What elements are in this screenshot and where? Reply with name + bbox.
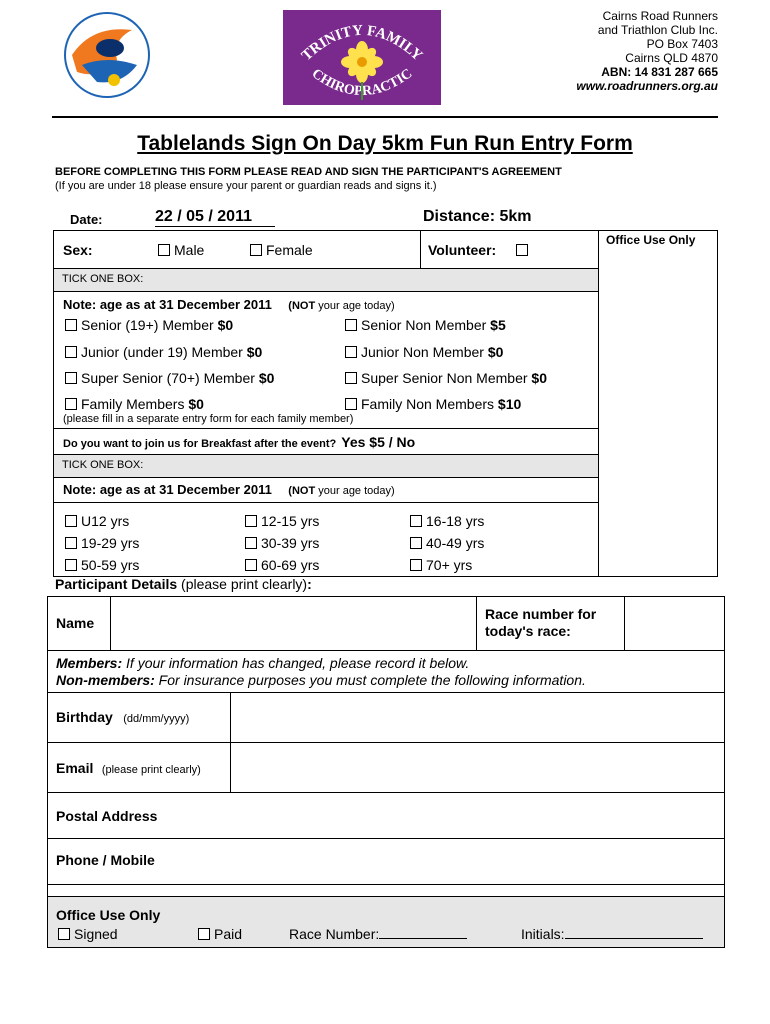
paid-checkbox[interactable] — [198, 928, 210, 940]
age-group-option[interactable] — [410, 513, 484, 529]
age-note — [63, 296, 395, 314]
checkbox[interactable] — [345, 398, 357, 410]
super-senior-non-member-option[interactable] — [345, 370, 547, 386]
distance: Distance: 5km — [423, 208, 532, 225]
age-note-text: Note: age as at 31 December 2011 — [63, 297, 272, 312]
phone-input[interactable] — [180, 839, 724, 883]
checkbox[interactable] — [65, 346, 77, 358]
participant-heading — [55, 576, 312, 592]
option-price: $5 — [490, 317, 506, 333]
divider — [476, 596, 477, 650]
age-group-label: 16-18 yrs — [426, 513, 485, 529]
option-label: Super Senior (70+) Member — [81, 370, 259, 386]
age-note-text: Note: age as at 31 December 2011 — [63, 482, 272, 497]
option-price: $0 — [531, 370, 547, 386]
checkbox[interactable] — [410, 515, 422, 527]
office-use-only-label: Office Use Only — [606, 233, 696, 247]
option-price: $0 — [258, 370, 275, 386]
male-label: Male — [174, 242, 205, 258]
breakfast-answer[interactable]: Yes $5 / No — [341, 434, 416, 450]
checkbox[interactable] — [345, 319, 357, 331]
nonmembers-label: Non-members: — [56, 672, 155, 688]
signed-checkbox[interactable] — [58, 928, 70, 940]
office-use-box — [598, 230, 718, 577]
junior-member-option[interactable] — [65, 344, 262, 360]
female-label: Female — [266, 242, 313, 258]
volunteer-label: Volunteer: — [428, 242, 497, 258]
sponsor-logo-line1: TRINITY FAMILY — [298, 22, 426, 65]
sponsor-logo — [283, 10, 441, 105]
paid-option[interactable] — [198, 926, 242, 942]
race-number-footer-label: Race Number: — [289, 926, 380, 942]
option-label: Senior Non Member — [361, 317, 491, 333]
breakfast-question — [63, 434, 415, 450]
checkbox[interactable] — [245, 559, 257, 571]
divider — [47, 884, 725, 885]
family-non-members-option[interactable] — [345, 396, 521, 412]
age-group-option[interactable] — [65, 535, 139, 551]
volunteer-checkbox[interactable] — [516, 244, 528, 256]
email-label-text: Email — [56, 760, 94, 776]
race-number-label-line1: Race number for — [485, 606, 597, 622]
date-label: Date: — [70, 212, 103, 227]
website-link[interactable]: www.roadrunners.org.au — [576, 79, 718, 93]
tick-one-box-label: TICK ONE BOX: — [62, 459, 144, 471]
race-number-label — [485, 606, 596, 640]
email-input[interactable] — [231, 743, 724, 791]
age-group-label: 12-15 yrs — [261, 513, 320, 529]
birthday-label-text: Birthday — [56, 709, 113, 725]
age-group-label: 40-49 yrs — [426, 535, 485, 551]
race-number-label-line2: today's race: — [485, 623, 571, 639]
age-group-option[interactable] — [65, 513, 129, 529]
instruction: BEFORE COMPLETING THIS FORM PLEASE READ AND SIGN THE PARTICIPANT'S AGREEMENT — [55, 166, 562, 178]
male-checkbox[interactable] — [158, 244, 170, 256]
divider — [53, 477, 599, 478]
divider — [53, 502, 599, 503]
members-notice — [56, 655, 586, 689]
checkbox[interactable] — [65, 515, 77, 527]
participant-heading-note: (please print clearly) — [177, 576, 308, 592]
paid-label: Paid — [214, 926, 243, 942]
initials-label: Initials: — [521, 926, 565, 942]
age-note — [63, 481, 395, 499]
checkbox[interactable] — [65, 372, 77, 384]
age-note-not: (NOT — [288, 300, 316, 312]
nonmembers-text: For insurance purposes you must complete the following information. — [154, 672, 586, 688]
checkbox[interactable] — [410, 559, 422, 571]
checkbox[interactable] — [65, 537, 77, 549]
divider — [53, 428, 599, 429]
option-price: $0 — [246, 344, 263, 360]
age-group-label: 19-29 yrs — [81, 535, 140, 551]
option-price: $0 — [188, 396, 204, 412]
option-label: Family Members — [81, 396, 189, 412]
option-label: Senior (19+) Member — [81, 317, 218, 333]
postal-address-input[interactable] — [180, 793, 724, 837]
checkbox[interactable] — [410, 537, 422, 549]
email-label — [56, 760, 201, 778]
address-line: Cairns Road Runners — [602, 9, 718, 23]
divider — [47, 650, 725, 651]
age-note-suffix: your age today) — [315, 485, 395, 497]
option-label: Junior Non Member — [361, 344, 488, 360]
members-label: Members: — [56, 655, 123, 671]
age-group-label: 70+ yrs — [426, 557, 473, 573]
family-note: (please fill in a separate entry form for each family member) — [63, 413, 354, 425]
age-group-option[interactable] — [410, 557, 472, 573]
signed-label: Signed — [74, 926, 118, 942]
divider — [53, 291, 599, 292]
age-group-label: 60-69 yrs — [261, 557, 320, 573]
members-text: If your information has changed, please record it below. — [122, 655, 470, 671]
senior-member-option[interactable] — [65, 317, 233, 333]
age-group-label: 30-39 yrs — [261, 535, 320, 551]
age-note-not: (NOT — [288, 485, 316, 497]
senior-non-member-option[interactable] — [345, 317, 506, 333]
age-group-option[interactable] — [410, 535, 484, 551]
checkbox[interactable] — [345, 346, 357, 358]
option-label: Family Non Members — [361, 396, 498, 412]
form-title: Tablelands Sign On Day 5km Fun Run Entry Form — [137, 132, 633, 155]
name-label: Name — [56, 615, 95, 631]
age-group-option[interactable] — [245, 535, 319, 551]
signed-option[interactable] — [58, 926, 118, 942]
race-number-field[interactable] — [289, 926, 467, 942]
option-price: $0 — [487, 344, 504, 360]
option-label: Junior (under 19) Member — [81, 344, 247, 360]
age-group-option[interactable] — [245, 513, 319, 529]
option-price: $0 — [217, 317, 234, 333]
sex-female-option[interactable] — [250, 242, 313, 258]
tick-one-box-header — [54, 269, 598, 291]
checkbox[interactable] — [245, 537, 257, 549]
sponsor-logo-line2: CHIROPRACTIC — [308, 66, 416, 100]
volunteer-option[interactable] — [428, 242, 532, 258]
birthday-input[interactable] — [231, 693, 724, 741]
club-address — [576, 9, 718, 93]
age-group-option[interactable] — [65, 557, 139, 573]
date-value[interactable]: 22 / 05 / 2011 — [155, 208, 275, 227]
age-note-suffix: your age today) — [315, 300, 395, 312]
postal-address-label: Postal Address — [56, 808, 158, 824]
instruction-note: (If you are under 18 please ensure your parent or guardian reads and signs it.) — [55, 180, 437, 192]
checkbox[interactable] — [245, 515, 257, 527]
checkbox[interactable] — [65, 398, 77, 410]
address-line: and Triathlon Club Inc. — [597, 23, 718, 37]
junior-non-member-option[interactable] — [345, 344, 503, 360]
participant-heading-colon: : — [307, 576, 312, 592]
birthday-hint: (dd/mm/yyyy) — [123, 713, 190, 725]
breakfast-question-text: Do you want to join us for Breakfast after the event? — [63, 438, 337, 450]
age-group-label: 50-59 yrs — [81, 557, 140, 573]
tick-one-box-header — [54, 455, 598, 477]
office-footer-title: Office Use Only — [56, 907, 161, 923]
race-number-input[interactable] — [625, 597, 724, 649]
header-rule — [52, 116, 718, 118]
checkbox[interactable] — [65, 319, 77, 331]
name-input[interactable] — [111, 597, 475, 649]
sex-male-option[interactable] — [158, 242, 204, 258]
super-senior-member-option[interactable] — [65, 370, 274, 386]
age-group-label: U12 yrs — [81, 513, 130, 529]
sex-label: Sex: — [63, 242, 93, 258]
tick-one-box-label: TICK ONE BOX: — [62, 273, 144, 285]
phone-label: Phone / Mobile — [56, 852, 155, 868]
divider — [420, 230, 421, 268]
club-logo — [62, 10, 152, 100]
email-hint: (please print clearly) — [101, 764, 201, 776]
female-checkbox[interactable] — [250, 244, 262, 256]
checkbox[interactable] — [65, 559, 77, 571]
checkbox[interactable] — [345, 372, 357, 384]
participant-heading-text: Participant Details — [55, 576, 178, 592]
address-line: Cairns QLD 4870 — [625, 51, 718, 65]
birthday-label — [56, 709, 189, 727]
option-label: Super Senior Non Member — [361, 370, 532, 386]
divider — [47, 896, 725, 897]
initials-field[interactable] — [521, 926, 703, 942]
abn: ABN: 14 831 287 665 — [601, 65, 718, 79]
family-members-option[interactable] — [65, 396, 204, 412]
option-price: $10 — [497, 396, 522, 412]
age-group-option[interactable] — [245, 557, 319, 573]
address-line: PO Box 7403 — [646, 37, 718, 51]
